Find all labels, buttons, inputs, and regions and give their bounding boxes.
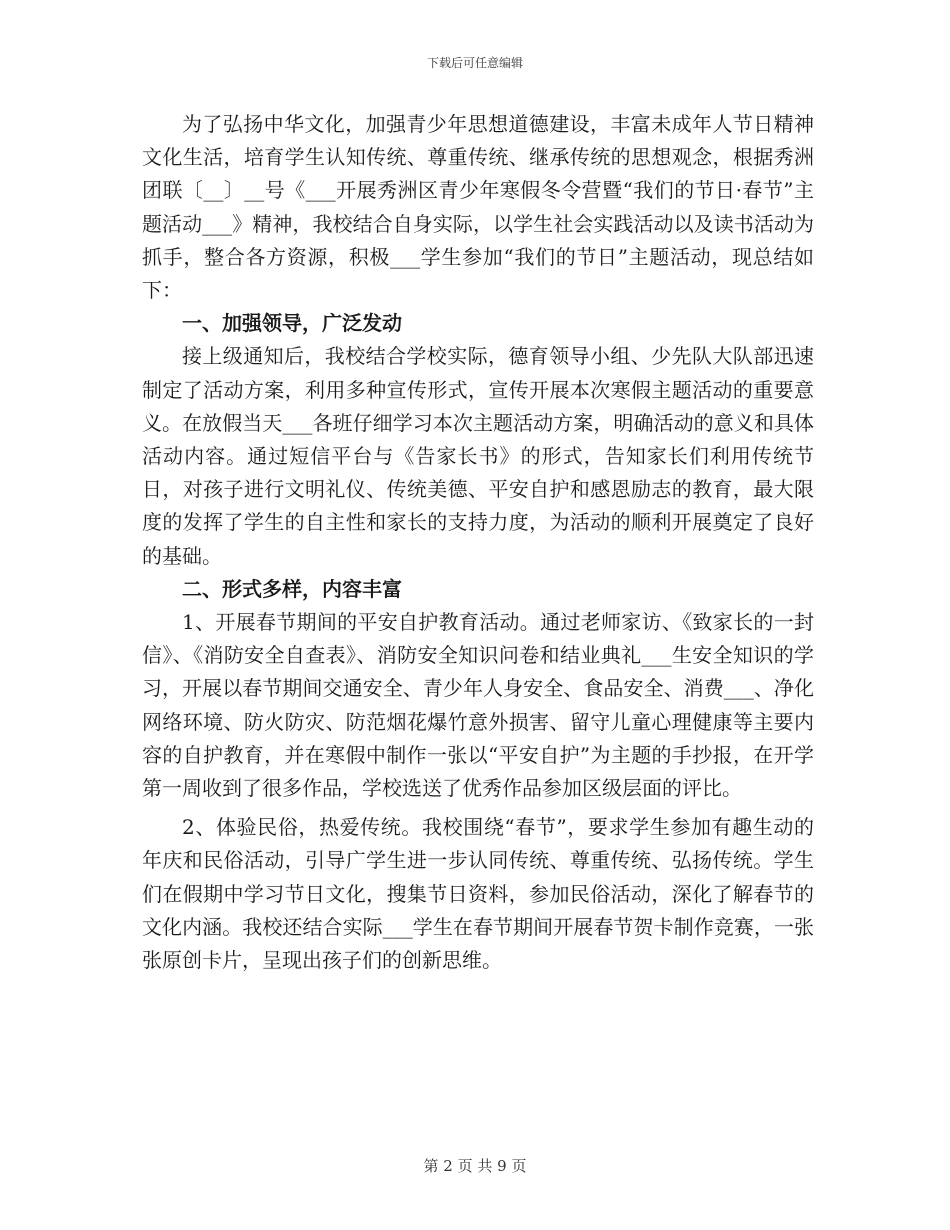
section1-paragraph: 接上级通知后，我校结合学校实际，德育领导小组、少先队大队部迅速制定了活动方案，利用多种宣传形式，宣传开展本次寒假主题活动的重要意义。在放假当天___各班仔细学习本次主题活动方案，明确活动的意义和具体活动内容。通过短信平台与《告家长书》的形式，告知家长们利用传统节日，对孩子进行文明礼仪、传统美德、平安自护和感恩励志的教育，最大限度的发挥了学生的自主性和家长的支持力度，为活动的顺利开展奠定了良好的基础。 (142, 344, 814, 568)
section2-paragraph-1: 1、开展春节期间的平安自护教育活动。通过老师家访、《致家长的一封信》、《消防安全自查表》、消防安全知识问卷和结业典礼___生安全知识的学习，开展以春节期间交通安全、青少年人身安全、食品安全、消费___、净化网络环境、防火防灾、防范烟花爆竹意外损害、留守儿童心理健康等主要内容的自护教育，并在寒假中制作一张以“平安自护”为主题的手抄报，在开学第一周收到了很多作品，学校选送了优秀作品参加区级层面的评比。 (142, 610, 814, 801)
section2-paragraph-2: 2、体验民俗，热爱传统。我校围绕“春节”，要求学生参加有趣生动的年庆和民俗活动，引导广学生进一步认同传统、尊重传统、弘扬传统。学生们在假期中学习节日文化，搜集节日资料，参加民俗活动，深化了解春节的文化内涵。我校还结合实际___学生在春节期间开展春节贺卡制作竞赛，一张张原创卡片，呈现出孩子们的创新思维。 (142, 815, 814, 973)
section-heading-1: 一、加强领导，广泛发动 (182, 311, 402, 336)
document-body (142, 108, 814, 977)
section-heading-2: 二、形式多样，内容丰富 (182, 576, 402, 601)
page-number: 第 2 页 共 9 页 (423, 1157, 527, 1175)
intro-paragraph: 为了弘扬中华文化，加强青少年思想道德建设，丰富未成年人节日精神文化生活，培育学生认知传统、尊重传统、继承传统的思想观念，根据秀洲团联〔__〕__号《___开展秀洲区青少年寒假冬令营暨“我们的节日·春节”主题活动___》精神，我校结合自身实际，以学生社会实践活动以及读书活动为抓手，整合各方资源，积极___学生参加“我们的节日”主题活动，现总结如下： (142, 112, 814, 303)
page-header: 下载后可任意编辑 (426, 56, 523, 70)
